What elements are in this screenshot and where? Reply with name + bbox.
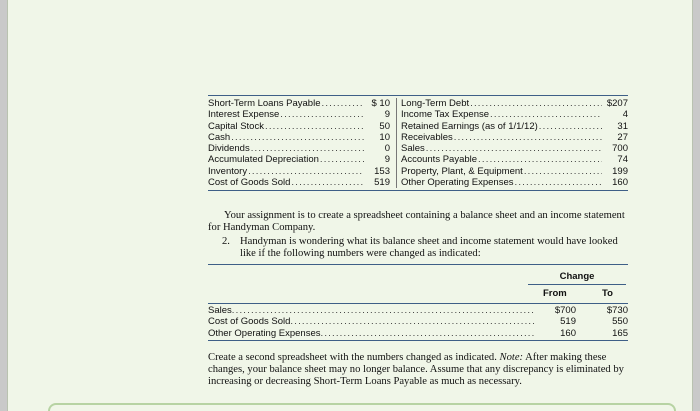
next-box-border [48, 403, 676, 411]
row-label: Property, Plant, & Equipment [401, 165, 523, 177]
from-header: From [543, 288, 567, 299]
row-value: 160 [612, 177, 628, 189]
table-row [208, 143, 390, 154]
change-header: Change [528, 271, 626, 285]
table-row [208, 316, 628, 327]
table-row [208, 154, 390, 165]
row-label: Inventory [208, 165, 248, 177]
row-label: Income Tax Expense [401, 109, 490, 121]
row-value: 519 [374, 177, 390, 189]
row-label: Short-Term Loans Payable [208, 98, 321, 109]
from-value: $700 [554, 305, 576, 316]
table-row [401, 109, 628, 120]
row-label: Dividends [208, 143, 250, 155]
question-paragraph [222, 236, 634, 260]
row-value: 9 [384, 154, 390, 166]
table-row [208, 177, 390, 188]
to-value: 550 [612, 316, 628, 328]
to-value: 165 [612, 327, 628, 339]
to-header: To [602, 288, 613, 299]
table-row [401, 98, 628, 109]
row-label: Accounts Payable [401, 154, 478, 166]
from-value: 160 [560, 327, 576, 339]
row-value: 153 [374, 165, 390, 177]
question-number: 2. [222, 236, 230, 247]
document-page [7, 0, 693, 411]
assignment-paragraph: Your assignment is to create a spreadsheet containing a balance sheet and an income statement for Handyman Company. [208, 210, 625, 234]
row-label: Cash [208, 131, 231, 143]
row-label: Interest Expense [208, 109, 280, 121]
row-label: Cost of Goods Sold [208, 316, 291, 328]
table-row [208, 98, 390, 109]
right-column [396, 98, 628, 188]
closing-paragraph [208, 352, 634, 389]
question-text: Handyman is wondering what its balance sheet and income statement would have looked like if the following numbers were changed as indicated: [240, 236, 618, 260]
table-row [401, 166, 628, 177]
table-row [401, 132, 628, 143]
table-row [401, 177, 628, 188]
row-value: 700 [612, 143, 628, 155]
table-row [208, 132, 390, 143]
row-value: $207 [606, 98, 628, 109]
to-value: $730 [606, 305, 628, 316]
closing-text-end: After making these changes, your balance sheet may no longer balance. Assume that any discrepancy is eliminated by increasing or decreasing Short-Term Loans Payable as much as necessary. [208, 352, 624, 388]
row-label: Other Operating Expenses [401, 177, 514, 189]
note-label: Note: [499, 352, 524, 363]
row-label: Receivables [401, 131, 453, 143]
table-row [208, 121, 390, 132]
row-value: 199 [612, 165, 628, 177]
row-value: 50 [379, 120, 390, 132]
row-value: 9 [384, 109, 390, 121]
row-value: 27 [617, 131, 628, 143]
row-label: Cost of Goods Sold [208, 177, 291, 189]
account-balances-table [208, 95, 628, 191]
row-value: 0 [384, 143, 390, 155]
row-label: Sales [208, 305, 232, 316]
from-value: 519 [560, 316, 576, 328]
row-label: Accumulated Depreciation [208, 154, 319, 166]
table-row [401, 121, 628, 132]
row-label: Capital Stock [208, 120, 264, 132]
row-value: 31 [617, 120, 628, 132]
table-row [208, 328, 628, 339]
table-row [401, 154, 628, 165]
table-row [401, 143, 628, 154]
table-row [208, 109, 390, 120]
row-value: 4 [622, 109, 628, 121]
table-row [208, 166, 390, 177]
row-label: Sales [401, 143, 425, 155]
row-label: Other Operating Expenses [208, 327, 321, 339]
row-value: $ 10 [371, 98, 390, 109]
table-row [208, 305, 628, 316]
row-label: Retained Earnings (as of 1/1/12) [401, 120, 538, 132]
row-value: 10 [379, 131, 390, 143]
closing-text-start: Create a second spreadsheet with the numbers changed as indicated. [208, 352, 497, 363]
left-column [208, 98, 396, 188]
row-value: 74 [617, 154, 628, 166]
row-label: Long-Term Debt [401, 98, 470, 109]
